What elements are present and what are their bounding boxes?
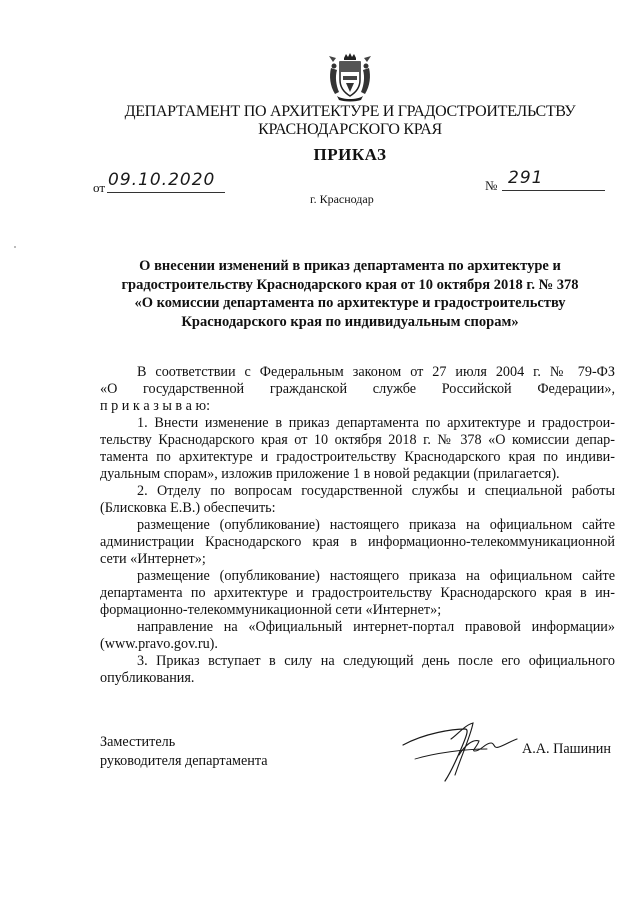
item1-line: дуальным спорам», изложив приложение 1 в новой редакции (прилагается). bbox=[100, 466, 560, 482]
sub-a-line: администрации Краснодарского края в информационно-телекоммуникационной bbox=[100, 534, 615, 550]
scan-mark bbox=[14, 246, 16, 248]
document-subject bbox=[110, 257, 590, 331]
sub-b-line: формационно-телекоммуникационной сети «Интернет»; bbox=[100, 602, 442, 618]
krasnodar-coat-of-arms-icon bbox=[327, 52, 373, 102]
sub-c-line: (www.pravo.gov.ru). bbox=[100, 636, 218, 652]
date-underline bbox=[107, 192, 225, 193]
subject-line: О внесении изменений в приказ департамента по архитектуре и bbox=[139, 258, 561, 274]
handwritten-date: 09.10.2020 bbox=[108, 170, 216, 190]
handwritten-number: 291 bbox=[508, 168, 544, 188]
handwritten-signature-icon bbox=[395, 715, 525, 785]
sub-b-line: размещение (опубликование) настоящего приказа на официальном сайте bbox=[137, 568, 615, 584]
date-prefix: от bbox=[93, 180, 106, 195]
item3-line: опубликования. bbox=[100, 670, 195, 686]
sub-b-line: департамента по архитектуре и градостроительству Краснодарского края в ин- bbox=[100, 585, 615, 601]
department-name-line2: КРАСНОДАРСКОГО КРАЯ bbox=[258, 121, 442, 138]
item1-line: 1. Внести изменение в приказ департамента по архитектуре и градострои- bbox=[137, 415, 615, 431]
item1-line: тамента по архитектуре и градостроительству Краснодарского края по индиви- bbox=[100, 449, 615, 465]
number-prefix: № bbox=[485, 178, 498, 193]
department-name-line1: ДЕПАРТАМЕНТ ПО АРХИТЕКТУРЕ И ГРАДОСТРОИТЕЛЬСТВУ bbox=[124, 103, 576, 120]
order-word: п р и к а з ы в а ю: bbox=[100, 398, 211, 414]
signer-name: А.А. Пашинин bbox=[522, 741, 611, 757]
signer-title-line: Заместитель bbox=[100, 734, 176, 750]
city-name: г. Краснодар bbox=[310, 192, 374, 206]
sub-c-line: направление на «Официальный интернет-портал правовой информации» bbox=[137, 619, 615, 635]
sub-a-line: размещение (опубликование) настоящего приказа на официальном сайте bbox=[137, 517, 615, 533]
subject-line: градостроительству Краснодарского края от 10 октября 2018 г. № 378 bbox=[121, 276, 579, 293]
signer-title bbox=[100, 733, 268, 771]
document-type-title: ПРИКАЗ bbox=[313, 145, 387, 164]
signer-title-line: руководителя департамента bbox=[100, 753, 268, 769]
item2-line: (Блисковка Е.В.) обеспечить: bbox=[100, 500, 276, 516]
subject-line: «О комиссии департамента по архитектуре и градостроительству bbox=[134, 295, 566, 311]
number-underline bbox=[502, 190, 605, 191]
item3-line: 3. Приказ вступает в силу на следующий день после его официального bbox=[137, 653, 615, 669]
subject-line: Краснодарского края по индивидуальным спорам» bbox=[181, 313, 519, 330]
intro-line: В соответствии с Федеральным законом от 27 июля 2004 г. № 79-ФЗ bbox=[137, 364, 615, 380]
sub-a-line: сети «Интернет»; bbox=[100, 551, 206, 567]
item2-line: 2. Отделу по вопросам государственной службы и специальной работы bbox=[137, 483, 615, 499]
item1-line: тельству Краснодарского края от 10 октября 2018 г. № 378 «О комиссии депар- bbox=[100, 432, 615, 448]
intro-line: «О государственной гражданской службе Российской Федерации», bbox=[100, 381, 615, 397]
